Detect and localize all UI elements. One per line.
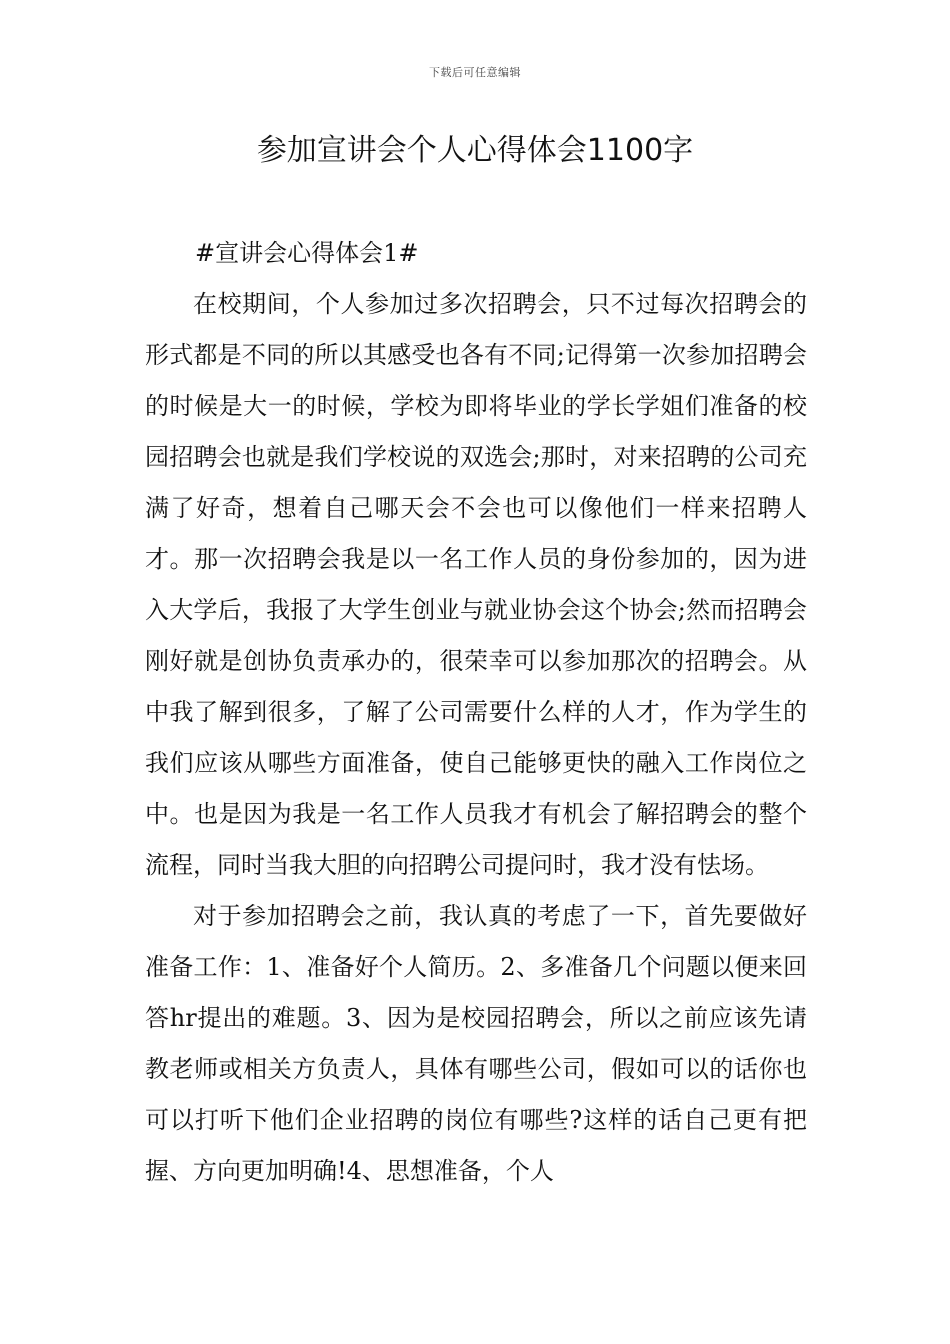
section-heading: #宣讲会心得体会1# <box>195 239 419 267</box>
paragraph-1: 在校期间，个人参加过多次招聘会，只不过每次招聘会的形式都是不同的所以其感受也各有不同;记得第一次参加招聘会的时候是大一的时候，学校为即将毕业的学长学姐们准备的校园招聘会也就是我们学校说的双选会;那时，对来招聘的公司充满了好奇，想着自己哪天会不会也可以像他们一样来招聘人才。那一次招聘会我是以一名工作人员的身份参加的，因为进入大学后，我报了大学生创业与就业协会这个协会;然而招聘会刚好就是创协负责承办的，很荣幸可以参加那次的招聘会。从中我了解到很多，了解了公司需要什么样的人才，作为学生的我们应该从哪些方面准备，使自己能够更快的融入工作岗位之中。也是因为我是一名工作人员我才有机会了解招聘会的整个流程，同时当我大胆的向招聘公司提问时，我才没有怯场。 <box>145 290 807 879</box>
paragraph-2: 对于参加招聘会之前，我认真的考虑了一下，首先要做好准备工作：1、准备好个人简历。2、多准备几个问题以便来回答hr提出的难题。3、因为是校园招聘会，所以之前应该先请教老师或相关方负责人，具体有哪些公司，假如可以的话你也可以打听下他们企业招聘的岗位有哪些?这样的话自己更有把握、方向更加明确!4、思想准备，个人 <box>145 902 807 1185</box>
header-note: 下载后可任意编辑 <box>429 66 521 79</box>
document-body <box>145 228 807 1197</box>
document-title: 参加宣讲会个人心得体会1100字 <box>256 133 694 168</box>
